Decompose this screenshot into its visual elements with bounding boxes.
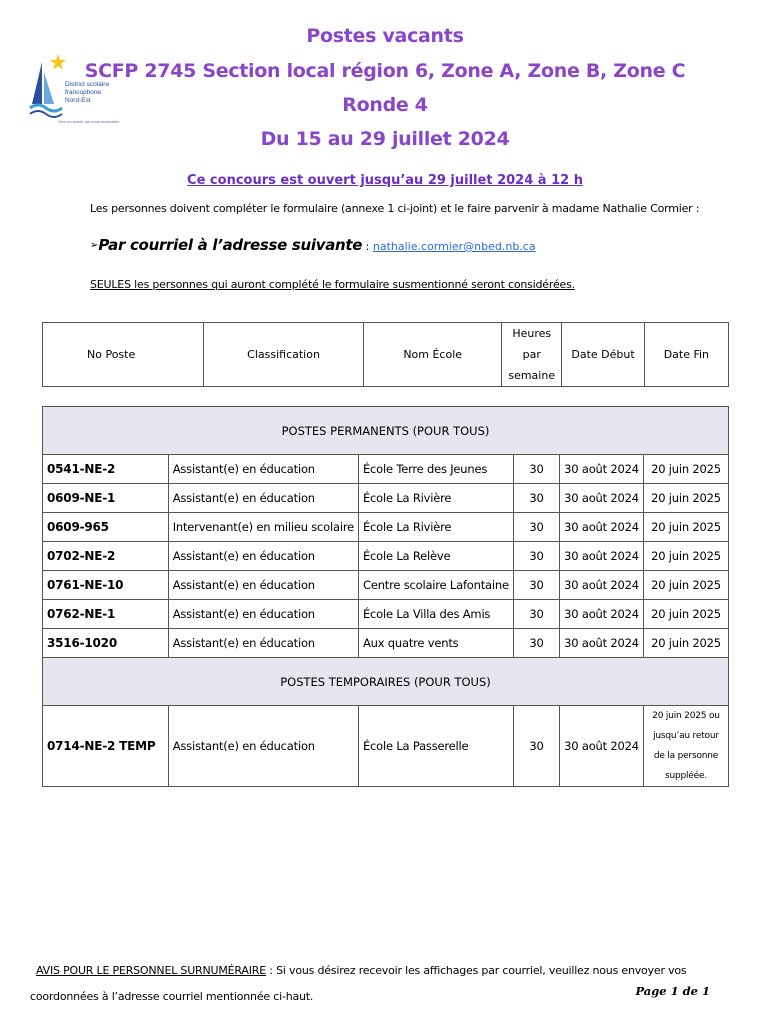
eligibility-notice: SEULES les personnes qui auront complété le formulaire susmentionné seront considérées.: [90, 278, 575, 291]
start-date-cell: 30 août 2024: [560, 513, 644, 542]
contest-deadline-notice: Ce concours est ouvert jusqu’au 29 juillet 2024 à 12 h: [187, 173, 583, 188]
end-date-cell: 20 juin 2025: [643, 455, 728, 484]
position-number-cell: 0702-NE-2: [43, 542, 169, 571]
end-date-cell: 20 juin 2025: [643, 629, 728, 658]
start-date-cell: 30 août 2024: [560, 455, 644, 484]
hours-per-week-cell: 30: [513, 571, 559, 600]
header-hours: Heures par semaine: [502, 323, 562, 387]
instructions-text: Les personnes doivent compléter le formulaire (annexe 1 ci-joint) et le faire parvenir à madame Nathalie Cormier :: [90, 202, 700, 215]
school-name-cell: École La Rivière: [358, 513, 513, 542]
school-name-cell: École Terre des Jeunes: [358, 455, 513, 484]
classification-cell: Assistant(e) en éducation: [168, 455, 358, 484]
school-name-cell: École La Relève: [358, 542, 513, 571]
end-date-cell: 20 juin 2025: [643, 600, 728, 629]
email-separator: :: [362, 240, 373, 253]
email-instruction: [90, 235, 536, 254]
end-date-cell: 20 juin 2025: [643, 571, 728, 600]
table-row: [43, 455, 729, 484]
position-number-cell: 0609-NE-1: [43, 484, 169, 513]
position-number-cell: 0541-NE-2: [43, 455, 169, 484]
hours-per-week-cell: 30: [513, 600, 559, 629]
start-date-cell: 30 août 2024: [560, 484, 644, 513]
positions-table-body: [43, 407, 729, 787]
school-name-cell: Centre scolaire Lafontaine: [358, 571, 513, 600]
position-number-cell: 0714-NE-2 TEMP: [43, 706, 169, 787]
table-row: [43, 542, 729, 571]
classification-cell: Assistant(e) en éducation: [168, 542, 358, 571]
classification-cell: Assistant(e) en éducation: [168, 706, 358, 787]
header-start-date: Date Début: [562, 323, 644, 387]
table-row: [43, 484, 729, 513]
table-row: [43, 600, 729, 629]
table-row: [43, 629, 729, 658]
start-date-cell: 30 août 2024: [560, 600, 644, 629]
classification-cell: Intervenant(e) en milieu scolaire: [168, 513, 358, 542]
classification-cell: Assistant(e) en éducation: [168, 571, 358, 600]
round-heading: Ronde 4: [342, 94, 428, 116]
start-date-cell: 30 août 2024: [560, 629, 644, 658]
header-classification: Classification: [203, 323, 363, 387]
hours-per-week-cell: 30: [513, 706, 559, 787]
classification-cell: Assistant(e) en éducation: [168, 629, 358, 658]
hours-per-week-cell: 30: [513, 455, 559, 484]
school-name-cell: Aux quatre vents: [358, 629, 513, 658]
start-date-cell: 30 août 2024: [560, 542, 644, 571]
positions-table: [42, 406, 729, 787]
position-number-cell: 0762-NE-1: [43, 600, 169, 629]
school-name-cell: École La Rivière: [358, 484, 513, 513]
email-label: Par courriel à l’adresse suivante: [98, 236, 363, 254]
logo-tagline: Vers un avenir qui nous ressemble: [58, 119, 120, 124]
table-row: [43, 513, 729, 542]
logo-wordmark: District scolaire francophone Nord-Est: [65, 81, 110, 104]
date-range-heading: Du 15 au 29 juillet 2024: [260, 128, 510, 150]
page-title: Postes vacants: [306, 25, 464, 47]
page-number: Page 1 de 1: [635, 984, 710, 998]
footer-notice-label: AVIS POUR LE PERSONNEL SURNUMÉRAIRE: [36, 964, 266, 977]
temporary-section-row: [43, 658, 729, 706]
header-end-date: Date Fin: [644, 323, 728, 387]
end-date-cell: 20 juin 2025: [643, 513, 728, 542]
footer-notice-text: : Si vous désirez recevoir les affichages par courriel, veuillez nous envoyer vos coordonnées à l’adresse courriel mentionnée ci-haut.: [30, 964, 687, 1003]
header-num: No Poste: [43, 323, 204, 387]
start-date-cell: 30 août 2024: [560, 571, 644, 600]
end-date-cell: 20 juin 2025: [643, 484, 728, 513]
hours-per-week-cell: 30: [513, 513, 559, 542]
position-number-cell: 3516-1020: [43, 629, 169, 658]
position-number-cell: 0609-965: [43, 513, 169, 542]
positions-header-table: [42, 322, 729, 387]
school-name-cell: École La Passerelle: [358, 706, 513, 787]
email-link[interactable]: nathalie.cormier@nbed.nb.ca: [372, 240, 536, 253]
end-date-cell: 20 juin 2025: [643, 542, 728, 571]
table-row: [43, 571, 729, 600]
hours-per-week-cell: 30: [513, 542, 559, 571]
header-school: Nom École: [364, 323, 502, 387]
hours-per-week-cell: 30: [513, 629, 559, 658]
hours-per-week-cell: 30: [513, 484, 559, 513]
position-number-cell: 0761-NE-10: [43, 571, 169, 600]
permanent-section-title: POSTES PERMANENTS (POUR TOUS): [43, 407, 729, 455]
start-date-cell: 30 août 2024: [560, 706, 644, 787]
union-section-heading: SCFP 2745 Section local région 6, Zone A, Zone B, Zone C: [84, 60, 686, 82]
school-name-cell: École La Villa des Amis: [358, 600, 513, 629]
arrow-bullet-icon: ➢: [90, 240, 99, 251]
header-row: [43, 323, 729, 387]
end-date-cell: 20 juin 2025 ou jusqu’au retour de la personne suppléée.: [643, 706, 728, 787]
classification-cell: Assistant(e) en éducation: [168, 484, 358, 513]
permanent-section-row: [43, 407, 729, 455]
classification-cell: Assistant(e) en éducation: [168, 600, 358, 629]
table-row: [43, 706, 729, 787]
temporary-section-title: POSTES TEMPORAIRES (POUR TOUS): [43, 658, 729, 706]
